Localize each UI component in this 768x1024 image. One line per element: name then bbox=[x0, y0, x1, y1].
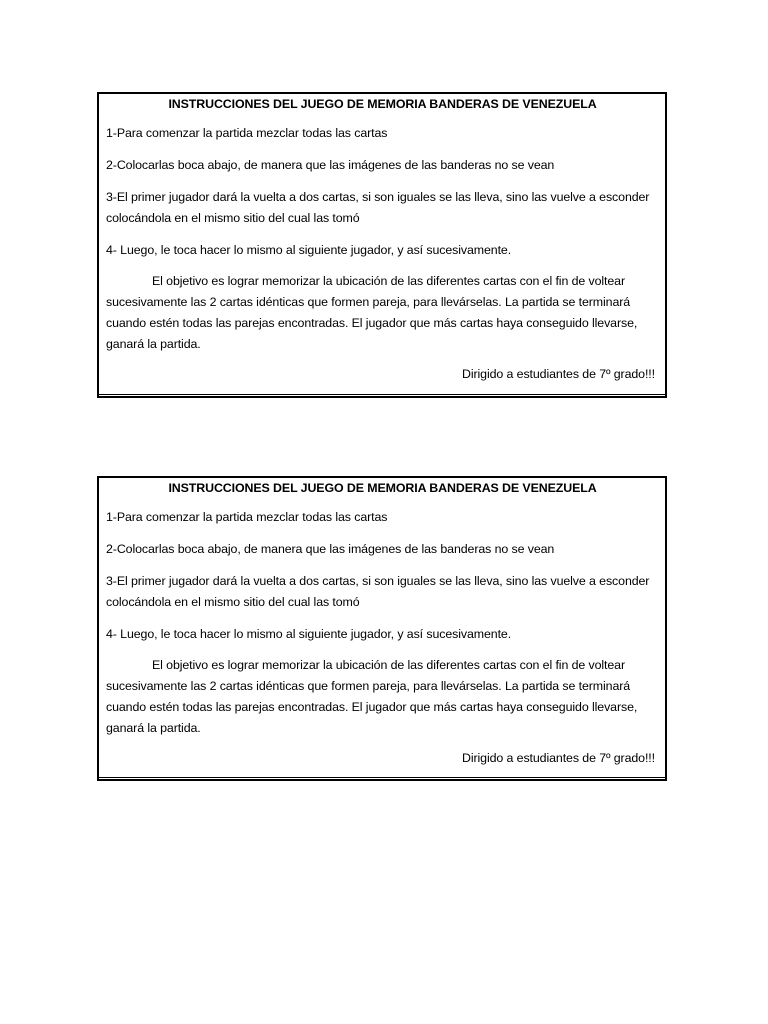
instruction-card-1 bbox=[97, 92, 667, 398]
objective-paragraph: El objetivo es lograr memorizar la ubicación de las diferentes cartas con el fin de voltear sucesivamente las 2 cartas idénticas que formen pareja, para llevárselas. La partida se terminará cuando estén todas las parejas encontradas. El jugador que más cartas haya conseguido llevarse, ganará la partida. bbox=[106, 658, 638, 735]
instruction-card-2 bbox=[97, 476, 667, 781]
instruction-step-1: 1-Para comenzar la partida mezclar todas las cartas bbox=[106, 126, 388, 140]
audience-note: Dirigido a estudiantes de 7º grado!!! bbox=[461, 751, 655, 765]
instruction-step-3: 3-El primer jugador dará la vuelta a dos cartas, si son iguales se las lleva, sino las vuelve a esconder colocándola en el mismo sitio del cual las tomó bbox=[106, 190, 650, 225]
instruction-step-2: 2-Colocarlas boca abajo, de manera que las imágenes de las banderas no se vean bbox=[106, 158, 555, 172]
instruction-step-2: 2-Colocarlas boca abajo, de manera que las imágenes de las banderas no se vean bbox=[106, 542, 555, 556]
card-title: INSTRUCCIONES DEL JUEGO DE MEMORIA BANDERAS DE VENEZUELA bbox=[168, 97, 597, 111]
objective-paragraph: El objetivo es lograr memorizar la ubicación de las diferentes cartas con el fin de voltear sucesivamente las 2 cartas idénticas que formen pareja, para llevárselas. La partida se terminará cuando estén todas las parejas encontradas. El jugador que más cartas haya conseguido llevarse, ganará la partida. bbox=[106, 274, 638, 351]
instruction-step-4: 4- Luego, le toca hacer lo mismo al siguiente jugador, y así sucesivamente. bbox=[106, 243, 512, 257]
instruction-step-3: 3-El primer jugador dará la vuelta a dos cartas, si son iguales se las lleva, sino las vuelve a esconder colocándola en el mismo sitio del cual las tomó bbox=[106, 574, 650, 609]
card-title: INSTRUCCIONES DEL JUEGO DE MEMORIA BANDERAS DE VENEZUELA bbox=[168, 481, 597, 495]
instruction-step-1: 1-Para comenzar la partida mezclar todas las cartas bbox=[106, 510, 388, 524]
instruction-step-4: 4- Luego, le toca hacer lo mismo al siguiente jugador, y así sucesivamente. bbox=[106, 627, 512, 641]
audience-note: Dirigido a estudiantes de 7º grado!!! bbox=[461, 367, 655, 381]
